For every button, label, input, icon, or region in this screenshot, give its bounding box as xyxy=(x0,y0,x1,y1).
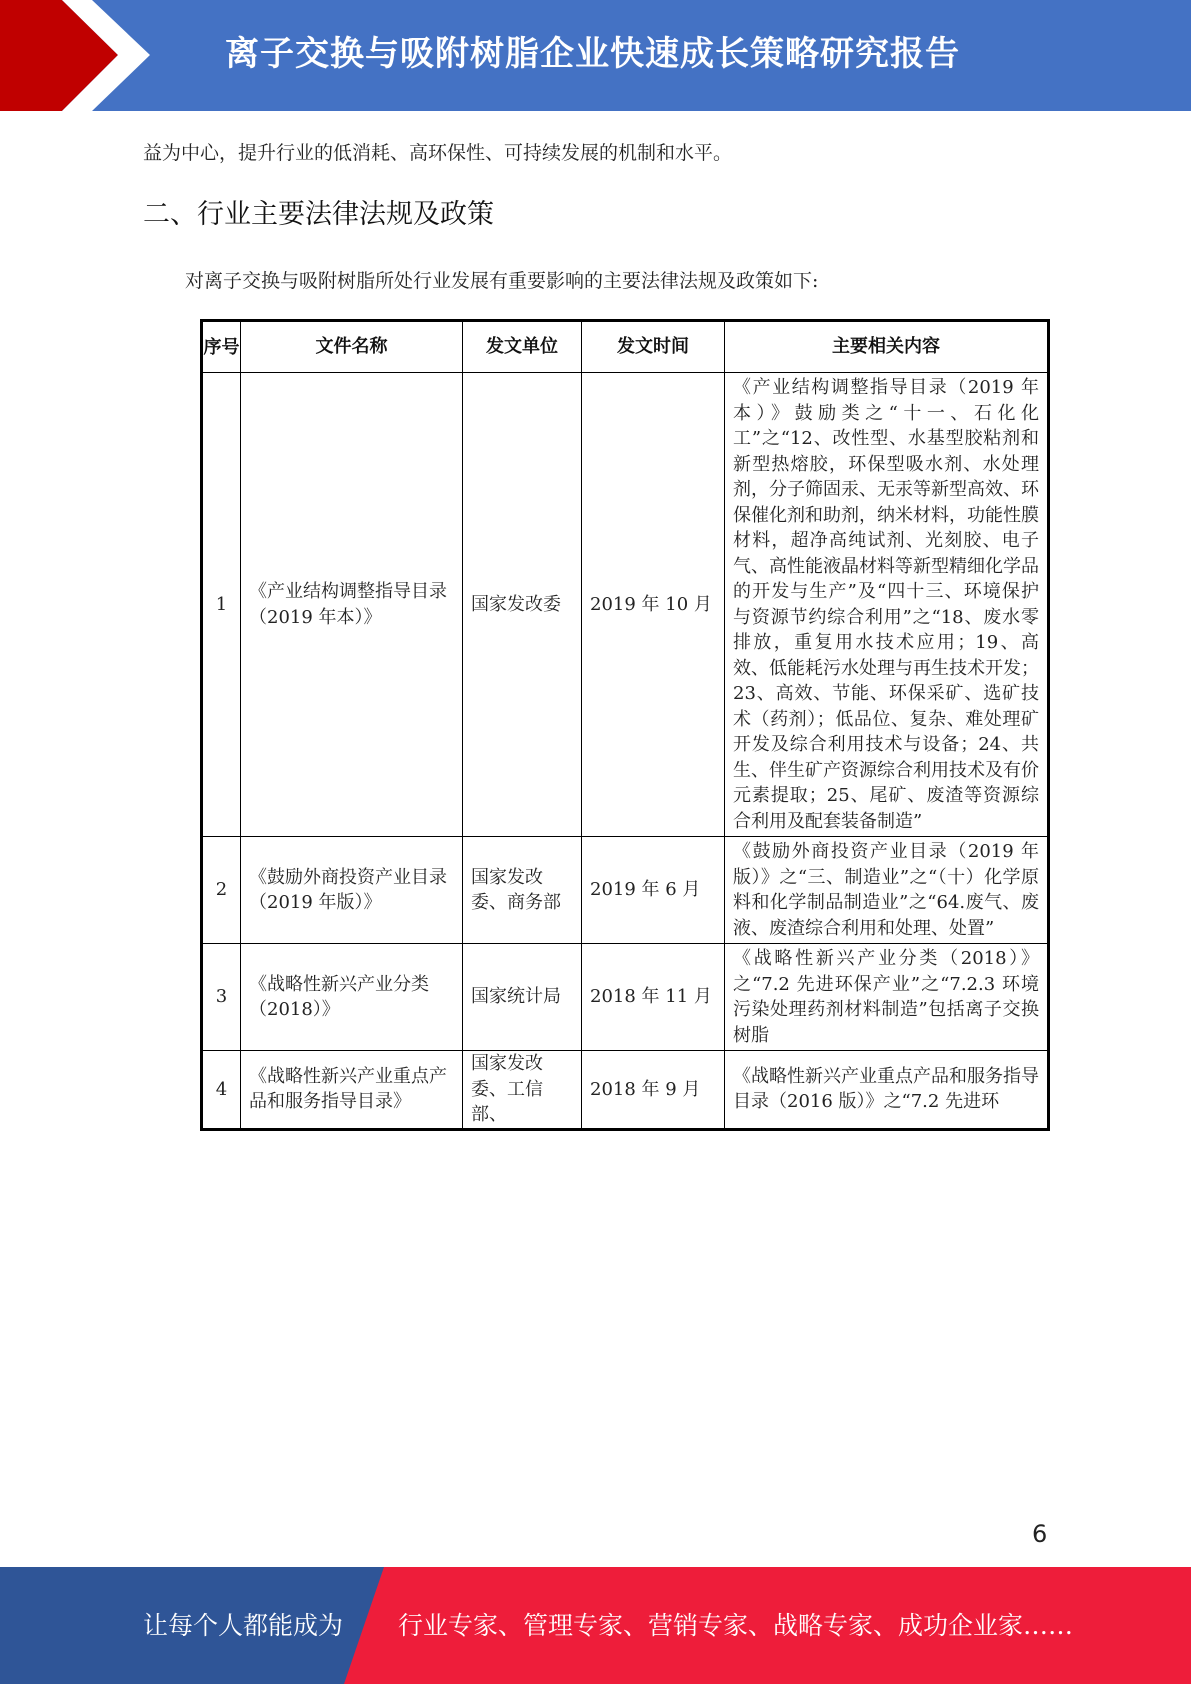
table-row xyxy=(202,1051,1049,1130)
footer-slogan-left: 让每个人都能成为 xyxy=(143,1611,344,1640)
cell-no: 1 xyxy=(202,373,241,837)
page-header xyxy=(0,0,1191,111)
page-number: 6 xyxy=(1032,1520,1048,1548)
cell-no: 4 xyxy=(202,1051,241,1130)
cell-name: 《战略性新兴产业分类（2018）》 xyxy=(241,944,463,1051)
table-row xyxy=(202,944,1049,1051)
cell-date: 2019 年 10 月 xyxy=(582,373,725,837)
cell-date: 2019 年 6 月 xyxy=(582,837,725,944)
cell-issuer: 国家统计局 xyxy=(463,944,582,1051)
header-no: 序号 xyxy=(202,321,241,373)
paragraph-intro: 对离子交换与吸附树脂所处行业发展有重要影响的主要法律法规及政策如下: xyxy=(185,270,819,292)
cell-issuer: 国家发改委 xyxy=(463,373,582,837)
table-row xyxy=(202,837,1049,944)
policy-table xyxy=(200,319,1050,1131)
header-name: 文件名称 xyxy=(241,321,463,373)
header-issuer: 发文单位 xyxy=(463,321,582,373)
paragraph-continuation: 益为中心，提升行业的低消耗、高环保性、可持续发展的机制和水平。 xyxy=(143,142,733,164)
cell-no: 3 xyxy=(202,944,241,1051)
section-heading: 二、行业主要法律法规及政策 xyxy=(143,199,494,230)
header-chevron-decoration xyxy=(0,0,160,111)
table-row xyxy=(202,373,1049,837)
header-date: 发文时间 xyxy=(582,321,725,373)
header-content: 主要相关内容 xyxy=(725,321,1049,373)
cell-content: 《战略性新兴产业分类（2018）》之“7.2 先进环保产业”之“7.2.3 环境污染处理药剂材料制造”包括离子交换树脂 xyxy=(725,944,1049,1051)
cell-content: 《鼓励外商投资产业目录（2019 年版）》之“三、制造业”之“（十）化学原料和化学制品制造业”之“64.废气、废液、废渣综合利用和处理、处置” xyxy=(725,837,1049,944)
cell-issuer: 国家发改委、商务部 xyxy=(463,837,582,944)
footer-slogan-right: 行业专家、管理专家、营销专家、战略专家、成功企业家…… xyxy=(398,1611,1074,1640)
cell-name: 《产业结构调整指导目录（2019 年本）》 xyxy=(241,373,463,837)
cell-name: 《鼓励外商投资产业目录（2019 年版）》 xyxy=(241,837,463,944)
report-title: 离子交换与吸附树脂企业快速成长策略研究报告 xyxy=(225,34,960,74)
cell-issuer: 国家发改委、工信部、 xyxy=(463,1051,582,1130)
cell-name: 《战略性新兴产业重点产品和服务指导目录》 xyxy=(241,1051,463,1130)
cell-no: 2 xyxy=(202,837,241,944)
cell-date: 2018 年 11 月 xyxy=(582,944,725,1051)
page-footer xyxy=(0,1567,1191,1684)
cell-content: 《战略性新兴产业重点产品和服务指导目录（2016 版）》之“7.2 先进环 xyxy=(725,1051,1049,1130)
table-header-row xyxy=(202,321,1049,373)
cell-date: 2018 年 9 月 xyxy=(582,1051,725,1130)
cell-content: 《产业结构调整指导目录（2019 年本）》鼓励类之“十一、石化化工”之“12、改性型、水基型胶粘剂和新型热熔胶，环保型吸水剂、水处理剂，分子筛固汞、无汞等新型高效、环保催化剂和助剂，纳米材料，功能性膜材料，超净高纯试剂、光刻胶、电子气、高性能液晶材料等新型精细化学品的开发与生产”及“四十三、环境保护与资源节约综合利用”之“18、废水零排放，重复用水技术应用；19、高效、低能耗污水处理与再生技术开发；23、高效、节能、环保采矿、选矿技术（药剂）；低品位、复杂、难处理矿开发及综合利用技术与设备；24、共生、伴生矿产资源综合利用技术及有价元素提取；25、尾矿、废渣等资源综合利用及配套装备制造” xyxy=(725,373,1049,837)
